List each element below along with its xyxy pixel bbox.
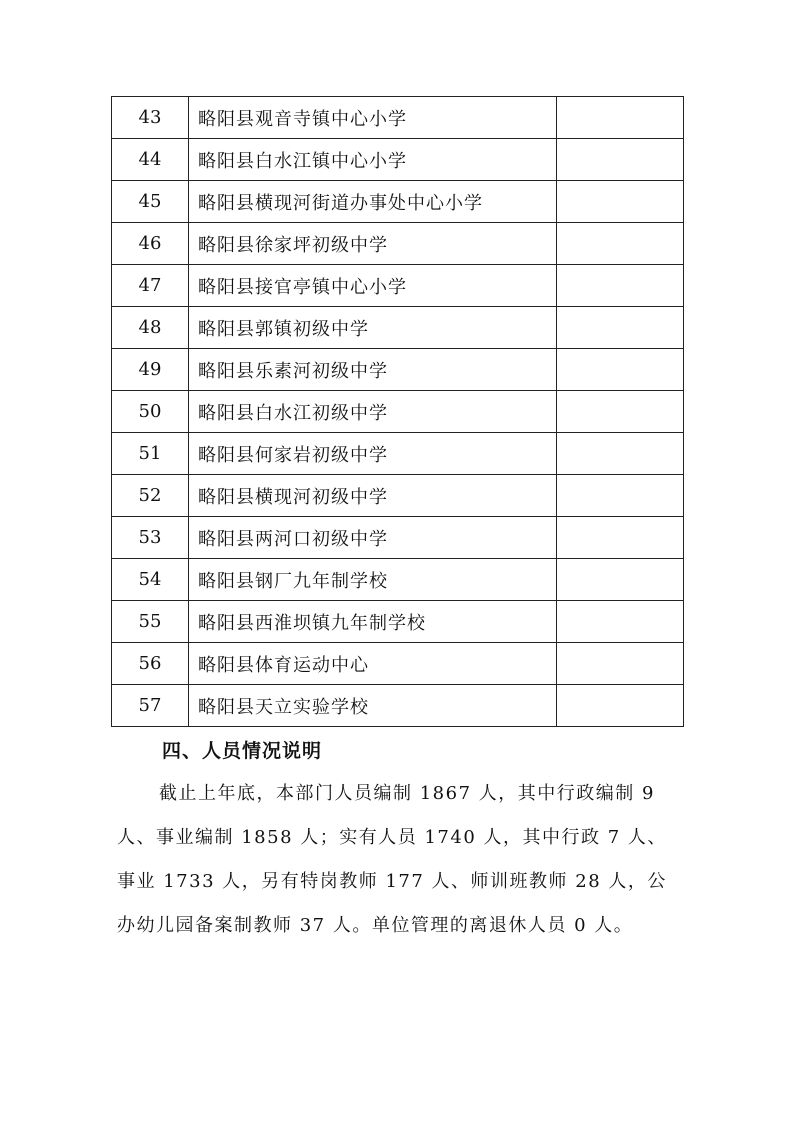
row-number-cell: 55 bbox=[112, 601, 189, 643]
table-row bbox=[112, 517, 684, 559]
row-number-cell: 54 bbox=[112, 559, 189, 601]
remark-cell bbox=[557, 265, 684, 307]
row-number-cell: 44 bbox=[112, 139, 189, 181]
unit-name-cell: 略阳县两河口初级中学 bbox=[189, 517, 557, 559]
row-number-cell: 51 bbox=[112, 433, 189, 475]
table-row bbox=[112, 223, 684, 265]
remark-cell bbox=[557, 349, 684, 391]
remark-cell bbox=[557, 685, 684, 727]
paragraph-line: 截止上年底，本部门人员编制 1867 人，其中行政编制 9 bbox=[159, 783, 655, 804]
remark-cell bbox=[557, 307, 684, 349]
table-row bbox=[112, 559, 684, 601]
unit-name-cell: 略阳县横现河初级中学 bbox=[189, 475, 557, 517]
table-row bbox=[112, 349, 684, 391]
paragraph-line: 事业 1733 人，另有特岗教师 177 人、师训班教师 28 人，公 bbox=[117, 871, 667, 892]
remark-cell bbox=[557, 139, 684, 181]
row-number-cell: 56 bbox=[112, 643, 189, 685]
unit-name-cell: 略阳县横现河街道办事处中心小学 bbox=[189, 181, 557, 223]
paragraph-line: 人、事业编制 1858 人；实有人员 1740 人，其中行政 7 人、 bbox=[117, 827, 667, 848]
paragraph-line: 办幼儿园备案制教师 37 人。单位管理的离退休人员 0 人。 bbox=[117, 915, 634, 936]
unit-name-cell: 略阳县乐素河初级中学 bbox=[189, 349, 557, 391]
table-row bbox=[112, 601, 684, 643]
unit-name-cell: 略阳县观音寺镇中心小学 bbox=[189, 97, 557, 139]
row-number-cell: 43 bbox=[112, 97, 189, 139]
section-heading: 四、人员情况说明 bbox=[162, 740, 323, 762]
remark-cell bbox=[557, 181, 684, 223]
table-row bbox=[112, 643, 684, 685]
table-row bbox=[112, 391, 684, 433]
row-number-cell: 46 bbox=[112, 223, 189, 265]
personnel-paragraph bbox=[117, 772, 673, 948]
remark-cell bbox=[557, 223, 684, 265]
remark-cell bbox=[557, 475, 684, 517]
row-number-cell: 50 bbox=[112, 391, 189, 433]
remark-cell bbox=[557, 391, 684, 433]
table-row bbox=[112, 685, 684, 727]
unit-name-cell: 略阳县何家岩初级中学 bbox=[189, 433, 557, 475]
row-number-cell: 47 bbox=[112, 265, 189, 307]
remark-cell bbox=[557, 433, 684, 475]
unit-name-cell: 略阳县郭镇初级中学 bbox=[189, 307, 557, 349]
table-row bbox=[112, 97, 684, 139]
table-row bbox=[112, 307, 684, 349]
row-number-cell: 45 bbox=[112, 181, 189, 223]
remark-cell bbox=[557, 517, 684, 559]
table-row bbox=[112, 265, 684, 307]
remark-cell bbox=[557, 601, 684, 643]
unit-name-cell: 略阳县体育运动中心 bbox=[189, 643, 557, 685]
unit-name-cell: 略阳县天立实验学校 bbox=[189, 685, 557, 727]
unit-name-cell: 略阳县白水江镇中心小学 bbox=[189, 139, 557, 181]
row-number-cell: 49 bbox=[112, 349, 189, 391]
row-number-cell: 48 bbox=[112, 307, 189, 349]
unit-name-cell: 略阳县接官亭镇中心小学 bbox=[189, 265, 557, 307]
table-row bbox=[112, 433, 684, 475]
table-row bbox=[112, 181, 684, 223]
table-row bbox=[112, 139, 684, 181]
table-row bbox=[112, 475, 684, 517]
unit-list-table bbox=[111, 96, 684, 727]
row-number-cell: 53 bbox=[112, 517, 189, 559]
unit-name-cell: 略阳县白水江初级中学 bbox=[189, 391, 557, 433]
remark-cell bbox=[557, 97, 684, 139]
unit-list-body bbox=[112, 97, 684, 727]
unit-name-cell: 略阳县钢厂九年制学校 bbox=[189, 559, 557, 601]
unit-name-cell: 略阳县西淮坝镇九年制学校 bbox=[189, 601, 557, 643]
remark-cell bbox=[557, 643, 684, 685]
remark-cell bbox=[557, 559, 684, 601]
row-number-cell: 57 bbox=[112, 685, 189, 727]
row-number-cell: 52 bbox=[112, 475, 189, 517]
unit-name-cell: 略阳县徐家坪初级中学 bbox=[189, 223, 557, 265]
